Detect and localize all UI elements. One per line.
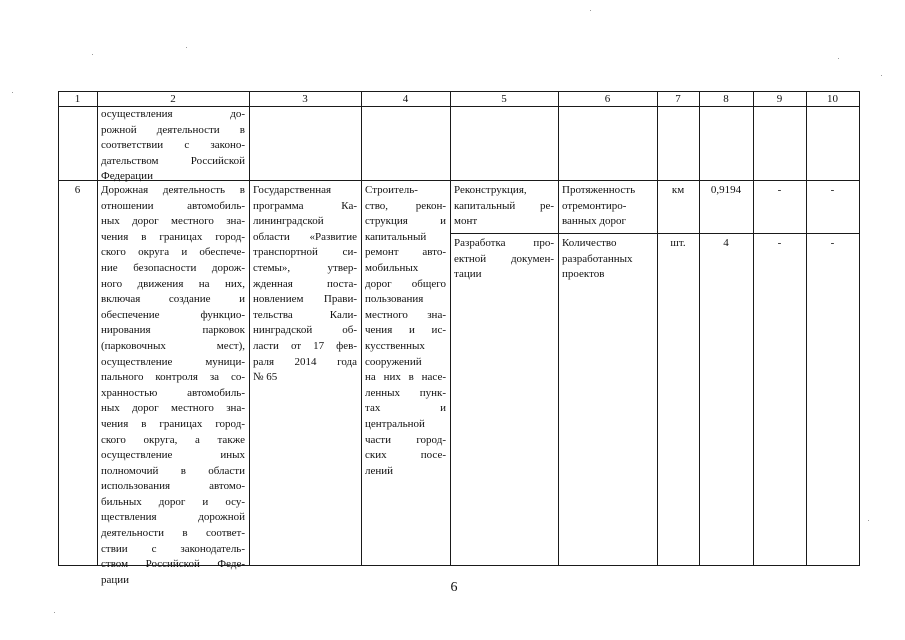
row6-sub2-value: 4 <box>723 237 729 249</box>
text-line: Разработка про- <box>454 237 554 249</box>
row6-sub1-col9: - <box>777 184 782 196</box>
text-line: части город- <box>365 433 446 446</box>
col-border-9 <box>806 91 807 566</box>
text-line: Федерации <box>101 170 153 183</box>
col-border-3 <box>361 91 362 566</box>
text-line: ние безопасности дорож- <box>101 261 245 274</box>
row6-sub2-col10: - <box>830 237 835 249</box>
text-line: отношении автомобиль- <box>101 199 245 212</box>
text-line: струкция и <box>365 215 446 228</box>
row6-sub2-col5-text <box>454 236 554 283</box>
col-border-10 <box>859 91 860 566</box>
header-col-10: 10 <box>827 93 838 105</box>
text-line: капитальный <box>365 230 427 243</box>
scan-speck <box>881 75 882 76</box>
text-line: ствии с законодатель- <box>101 542 245 555</box>
text-line: чения в границах город- <box>101 417 245 430</box>
text-line: дорог общего <box>365 277 446 290</box>
text-line: новлением Прави- <box>253 293 357 306</box>
text-line: центральной <box>365 417 425 430</box>
text-line: раля 2014 года <box>253 355 357 368</box>
text-line: кусственных <box>365 339 425 352</box>
text-line: ществления дорожной <box>101 511 245 524</box>
text-line: Реконструкция, <box>454 184 527 196</box>
text-line: жденная поста- <box>253 277 357 290</box>
row6-sub1-col5-text <box>454 183 554 230</box>
row6-col4-text <box>365 183 446 479</box>
scan-speck <box>12 92 13 93</box>
header-col-8: 8 <box>723 93 729 105</box>
text-line: на них в насе- <box>365 371 446 384</box>
header-col-9: 9 <box>776 93 783 105</box>
text-line: ством Российской Феде- <box>101 558 245 571</box>
text-line: хранностью автомобиль- <box>101 386 245 399</box>
col-border-2 <box>249 91 250 566</box>
header-col-1: 1 <box>74 93 81 105</box>
scan-speck <box>868 520 869 521</box>
text-line: программа Ка- <box>253 199 357 212</box>
text-line: Протяженность <box>562 184 636 196</box>
header-col-6: 6 <box>604 93 611 105</box>
row6-sub2-col9: - <box>777 237 782 249</box>
text-line: Строитель- <box>365 184 418 196</box>
col-border-6 <box>657 91 658 566</box>
text-line: осуществление муници- <box>101 355 245 368</box>
text-line: включая создание и <box>101 293 245 306</box>
col-border-5 <box>558 91 559 566</box>
text-line: стемы», утвер- <box>253 261 357 274</box>
col-border-8 <box>753 91 754 566</box>
text-line: Количество <box>562 237 617 249</box>
text-line: использования автомо- <box>101 480 245 493</box>
text-line: монт <box>454 215 478 228</box>
text-line: ных дорог местного зна- <box>101 215 245 228</box>
text-line: Государственная <box>253 184 332 196</box>
text-line: ского округа, а также <box>101 433 245 446</box>
text-line: тельства Кали- <box>253 308 357 321</box>
text-line: области «Развитие <box>253 230 357 243</box>
text-line: капитальный ре- <box>454 199 554 212</box>
text-line: дательством Российской <box>101 154 245 167</box>
col-border-1 <box>97 91 98 566</box>
scan-speck <box>590 10 591 11</box>
text-line: мобильных <box>365 261 419 274</box>
header-col-7: 7 <box>675 93 681 105</box>
text-line: ласти от 17 фев- <box>253 339 357 352</box>
text-line: (парковочных мест), <box>101 339 245 352</box>
text-line: полномочий в области <box>101 464 245 477</box>
text-line: ских посе- <box>365 449 446 462</box>
text-line: разработанных <box>562 252 633 265</box>
header-col-2: 2 <box>170 93 176 105</box>
scan-speck <box>838 58 839 59</box>
cont-row-col2-text <box>101 107 245 185</box>
text-line: обеспечение функцио- <box>101 308 245 321</box>
header-col-3: 3 <box>302 93 308 105</box>
text-line: отремонтиро- <box>562 199 627 212</box>
text-line: пользования <box>365 293 424 306</box>
page-number: 6 <box>450 580 458 595</box>
text-line: № 65 <box>253 371 278 384</box>
row6-sub2-unit: шт. <box>670 237 686 249</box>
text-line: ванных дорог <box>562 215 626 228</box>
text-line: чения и ис- <box>365 324 446 337</box>
text-line: тации <box>454 268 482 281</box>
subrow-separator <box>450 233 859 234</box>
row6-sub1-unit: км <box>671 184 685 196</box>
scan-speck <box>92 54 93 55</box>
text-line: Дорожная деятельность в <box>101 184 245 196</box>
text-line: ство, рекон- <box>365 199 446 212</box>
row6-sub2-col6-text <box>562 236 654 283</box>
row6-col3-text <box>253 183 357 386</box>
header-col-4: 4 <box>402 93 409 105</box>
text-line: рожной деятельности в <box>101 123 245 136</box>
text-line: осуществления до- <box>101 108 245 120</box>
text-line: ектной докумен- <box>454 252 554 265</box>
text-line: лининградской <box>253 215 324 228</box>
col-border-4 <box>450 91 451 566</box>
text-line: тах и <box>365 402 446 415</box>
text-line: рации <box>101 573 130 586</box>
col-border-7 <box>699 91 700 566</box>
text-line: пального контроля за со- <box>101 371 245 384</box>
text-line: соответствии с законо- <box>101 139 245 152</box>
row6-col2-text <box>101 183 245 588</box>
text-line: нинградской об- <box>253 324 357 337</box>
text-line: нирования парковок <box>101 324 245 337</box>
scan-speck <box>54 612 55 613</box>
row6-sub1-col10: - <box>830 184 835 196</box>
text-line: лений <box>365 464 394 477</box>
text-line: проектов <box>562 268 605 281</box>
col-border-0 <box>58 91 59 566</box>
text-line: ных дорог местного зна- <box>101 402 245 415</box>
row6-number: 6 <box>74 184 81 196</box>
text-line: осуществление иных <box>101 449 245 462</box>
text-line: ского округа и обеспече- <box>101 246 245 259</box>
scan-speck <box>186 47 187 48</box>
text-line: местного зна- <box>365 308 446 321</box>
text-line: бильных дорог и осу- <box>101 495 245 508</box>
row6-sub1-value: 0,9194 <box>710 184 742 196</box>
header-col-5: 5 <box>501 93 507 105</box>
row6-sub1-col6-text <box>562 183 654 230</box>
text-line: ленных пунк- <box>365 386 446 399</box>
text-line: ремонт авто- <box>365 246 446 259</box>
text-line: транспортной си- <box>253 246 357 259</box>
text-line: ного движения на них, <box>101 277 245 290</box>
text-line: деятельности в соответ- <box>101 527 245 540</box>
text-line: чения в границах город- <box>101 230 245 243</box>
text-line: сооружений <box>365 355 422 368</box>
